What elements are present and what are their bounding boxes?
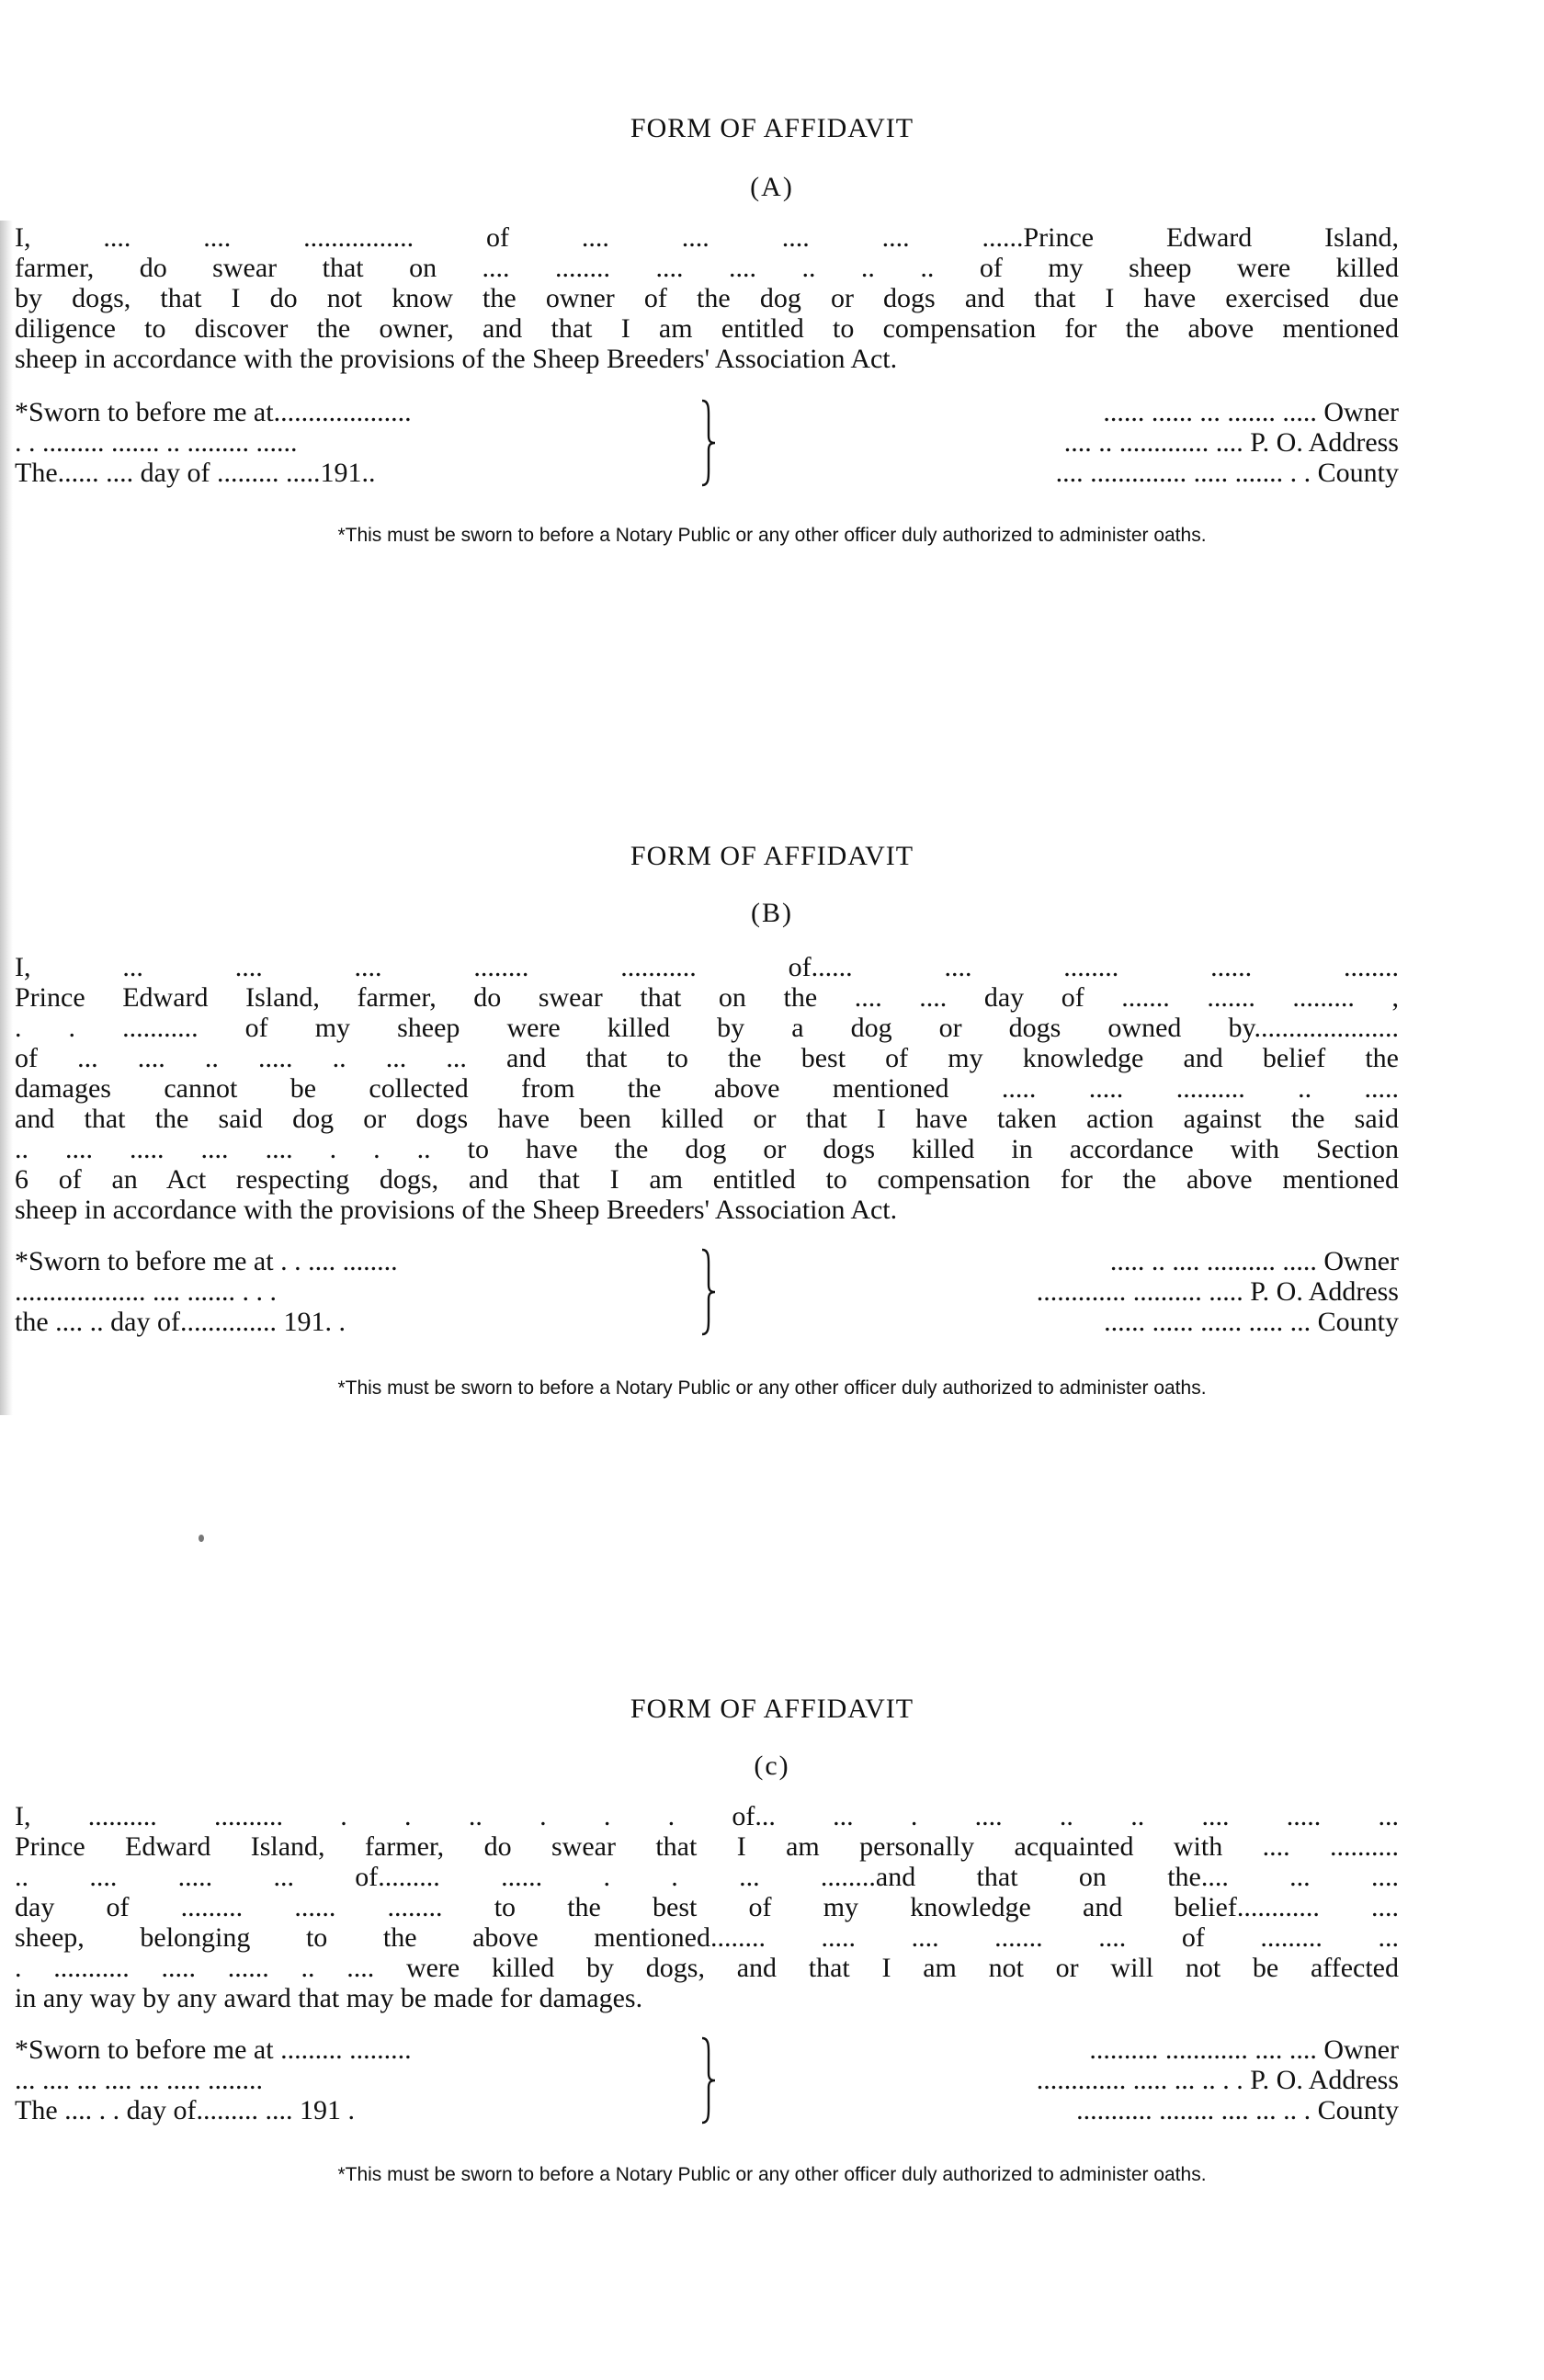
sworn-date-line: The...... .... day of ......... .....191..: [15, 458, 376, 488]
sworn-at-line: *Sworn to before me at . . .... ........: [15, 1246, 398, 1276]
form-title: FORM OF AFFIDAVIT: [630, 113, 914, 143]
po-address-line: ............. .......... ..... P. O. Address: [1036, 1276, 1399, 1307]
owner-line: ...... ...... ... ....... ..... Owner: [1103, 397, 1399, 427]
brace-icon: [697, 397, 721, 489]
affidavit-line: and that the said dog or dogs have been killed or that I have taken action against the said: [15, 1104, 1399, 1134]
footnote: *This must be sworn to before a Notary Public or any other officer duly authorized to administer oaths.: [337, 2164, 1207, 2185]
form-title: FORM OF AFFIDAVIT: [630, 1694, 914, 1724]
county-line: .... .............. ..... ....... . . County: [1055, 458, 1399, 488]
sworn-place-line: . . ......... ....... .. ......... ......: [15, 427, 298, 458]
affidavit-line: by dogs, that I do not know the owner of the dog or dogs and that I have exercised due: [15, 283, 1399, 313]
sworn-date-line: The .... . . day of......... .... 191 .: [15, 2095, 355, 2125]
footnote: *This must be sworn to before a Notary Public or any other officer duly authorized to administer oaths.: [337, 525, 1207, 546]
affidavit-line: day of ......... ...... ........ to the best of my knowledge and belief............ ....: [15, 1892, 1399, 1922]
affidavit-line: . . ........... of my sheep were killed by a dog or dogs owned by.....................: [15, 1013, 1399, 1043]
form-letter: (B): [751, 898, 793, 928]
affidavit-line: diligence to discover the owner, and that I am entitled to compensation for the above mentioned: [15, 313, 1399, 344]
form-letter: (A): [750, 172, 794, 202]
owner-line: ..... .. .... .......... ..... Owner: [1109, 1246, 1399, 1276]
owner-line: .......... ............ .... .... Owner: [1089, 2034, 1399, 2065]
sworn-place-line: ... .... ... .... ... ..... ........: [15, 2065, 263, 2095]
po-address-line: .... .. ............. .... P. O. Address: [1063, 427, 1399, 458]
county-line: ...... ...... ...... ..... ... County: [1104, 1307, 1399, 1337]
sworn-place-line: ................... .... ....... . . .: [15, 1276, 277, 1307]
affidavit-line: sheep in accordance with the provisions of the Sheep Breeders' Association Act.: [15, 344, 898, 374]
po-address-line: ............. ..... ... .. . . P. O. Address: [1036, 2065, 1399, 2095]
brace-icon: [697, 2034, 721, 2126]
page-spine-shadow: [0, 221, 13, 1415]
affidavit-line: 6 of an Act respecting dogs, and that I am entitled to compensation for the above mentioned: [15, 1164, 1399, 1195]
sworn-at-line: *Sworn to before me at....................: [15, 397, 412, 427]
sworn-at-line: *Sworn to before me at ......... .........: [15, 2034, 412, 2065]
affidavit-line: . ........... ..... ...... .. .... were killed by dogs, and that I am not or will not be affected: [15, 1953, 1399, 1983]
affidavit-line: Prince Edward Island, farmer, do swear that on the .... .... day of ....... ....... ......... ,: [15, 982, 1399, 1013]
footnote: *This must be sworn to before a Notary Public or any other officer duly authorized to administer oaths.: [337, 1377, 1207, 1399]
affidavit-line: I, .... .... ................ of .... .... .... .... ......Prince Edward Island,: [15, 222, 1399, 253]
affidavit-line: of ... .... .. ..... .. ... ... and that to the best of my knowledge and belief the: [15, 1043, 1399, 1073]
affidavit-line: I, .......... .......... . . .. . . . of... ... . .... .. .. .... ..... ...: [15, 1801, 1399, 1831]
form-letter: (c): [754, 1751, 790, 1781]
affidavit-line: damages cannot be collected from the above mentioned ..... ..... .......... .. .....: [15, 1073, 1399, 1104]
affidavit-line: farmer, do swear that on .... ........ .... .... .. .. .. of my sheep were killed: [15, 253, 1399, 283]
affidavit-line: I, ... .... .... ........ ........... of...... .... ........ ...... ........: [15, 952, 1399, 982]
ink-speck: [199, 1535, 204, 1542]
form-title: FORM OF AFFIDAVIT: [630, 841, 914, 871]
affidavit-line: .. .... ..... .... .... . . .. to have the dog or dogs killed in accordance with Section: [15, 1134, 1399, 1164]
brace-icon: [697, 1246, 721, 1338]
affidavit-line: in any way by any award that may be made for damages.: [15, 1983, 643, 2013]
county-line: ........... ........ .... ... .. . County: [1076, 2095, 1399, 2125]
affidavit-line: Prince Edward Island, farmer, do swear that I am personally acquainted with .... ..........: [15, 1831, 1399, 1862]
sworn-date-line: the .... .. day of.............. 191. .: [15, 1307, 346, 1337]
affidavit-line: .. .... ..... ... of......... ...... . . ... ........and that on the.... ... ....: [15, 1862, 1399, 1892]
affidavit-line: sheep in accordance with the provisions of the Sheep Breeders' Association Act.: [15, 1195, 898, 1225]
affidavit-line: sheep, belonging to the above mentioned........ ..... .... ....... .... of ......... ...: [15, 1922, 1399, 1953]
